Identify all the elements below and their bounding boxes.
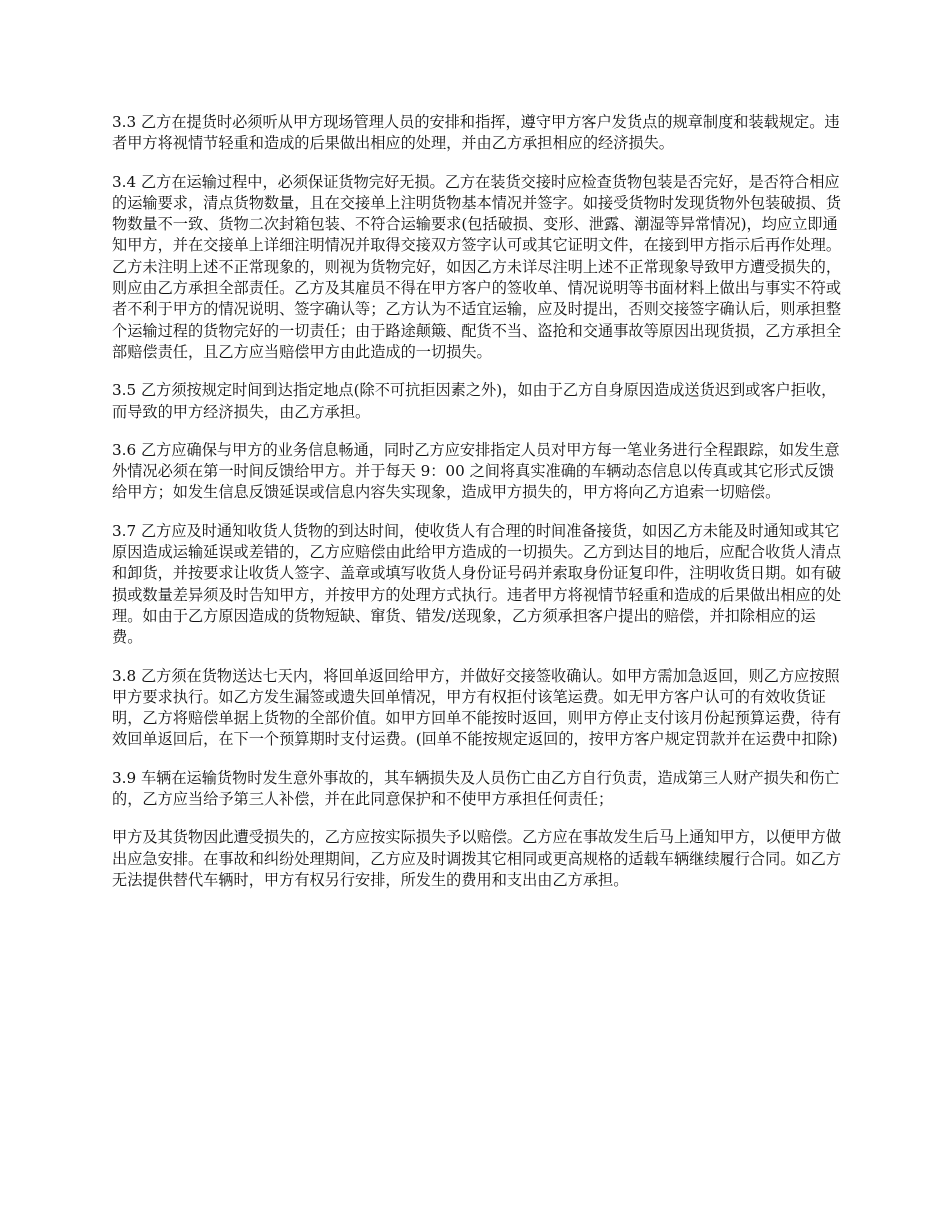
clause-3-7: 3.7 乙方应及时通知收货人货物的到达时间，使收货人有合理的时间准备接货，如因乙方未能及时通知或其它原因造成运输延误或差错的，乙方应赔偿由此给甲方造成的一切损失。乙方到达目的地后，应配合收货人清点和卸货，并按要求让收货人签字、盖章或填写收货人身份证号码并索取身份证复印件，注明收货日期。如有破损或数量差异须及时告知甲方，并按甲方的处理方式执行。违者甲方将视情节轻重和造成的后果做出相应的处理。如由于乙方原因造成的货物短缺、窜货、错发/送现象，乙方须承担客户提出的赔偿，并扣除相应的运费。 [112,521,841,647]
clause-3-4: 3.4 乙方在运输过程中，必须保证货物完好无损。乙方在装货交接时应检查货物包装是否完好，是否符合相应的运输要求，清点货物数量，且在交接单上注明货物基本情况并签字。如接受货物时发现货物外包装破损、货物数量不一致、货物二次封箱包装、不符合运输要求(包括破损、变形、泄露、潮湿等异常情况)，均应立即通知甲方，并在交接单上详细注明情况并取得交接双方签字认可或其它证明文件，在接到甲方指示后再作处理。乙方未注明上述不正常现象的，则视为货物完好，如因乙方未详尽注明上述不正常现象导致甲方遭受损失的，则应由乙方承担全部责任。乙方及其雇员不得在甲方客户的签收单、情况说明等书面材料上做出与事实不符或者不利于甲方的情况说明、签字确认等；乙方认为不适宜运输，应及时提出，否则交接签字确认后，则承担整个运输过程的货物完好的一切责任；由于路途颠簸、配货不当、盗抢和交通事故等原因出现货损，乙方承担全部赔偿责任，且乙方应当赔偿甲方由此造成的一切损失。 [112,172,841,361]
clause-3-3: 3.3 乙方在提货时必须听从甲方现场管理人员的安排和指挥，遵守甲方客户发货点的规章制度和装载规定。违者甲方将视情节轻重和造成的后果做出相应的处理，并由乙方承担相应的经济损失。 [112,113,840,153]
clause-3-9-continued: 甲方及其货物因此遭受损失的，乙方应按实际损失予以赔偿。乙方应在事故发生后马上通知甲方，以便甲方做出应急安排。在事故和纠纷处理期间，乙方应及时调拨其它相同或更高规格的适载车辆继续履行合同。如乙方无法提供替代车辆时，甲方有权另行安排，所发生的费用和支出由乙方承担。 [112,828,841,889]
document-body [112,112,842,908]
clause-3-5: 3.5 乙方须按规定时间到达指定地点(除不可抗拒因素之外)，如由于乙方自身原因造成送货迟到或客户拒收，而导致的甲方经济损失，由乙方承担。 [112,381,837,421]
clause-3-6: 3.6 乙方应确保与甲方的业务信息畅通，同时乙方应安排指定人员对甲方每一笔业务进行全程跟踪，如发生意外情况必须在第一时间反馈给甲方。并于每天 9：00 之间将真实准确的车辆动态信息以传真或其它形式反馈给甲方；如发生信息反馈延误或信息内容失实现象，造成甲方损失的，甲方将向乙方追索一切赔偿。 [112,440,840,502]
clause-3-9: 3.9 车辆在运输货物时发生意外事故的，其车辆损失及人员伤亡由乙方自行负责，造成第三人财产损失和伤亡的，乙方应当给予第三人补偿，并在此同意保护和不使甲方承担任何责任； [112,768,840,809]
clause-3-8: 3.8 乙方须在货物送达七天内，将回单返回给甲方，并做好交接签收确认。如甲方需加急返回，则乙方应按照甲方要求执行。如乙方发生漏签或遗失回单情况，甲方有权拒付该笔运费。如无甲方客户认可的有效收货证明，乙方将赔偿单据上货物的全部价值。如甲方回单不能按时返回，则甲方停止支付该月份起预算运费，待有效回单返回后，在下一个预算期时支付运费。(回单不能按规定返回的，按甲方客户规定罚款并在运费中扣除) [112,666,841,749]
